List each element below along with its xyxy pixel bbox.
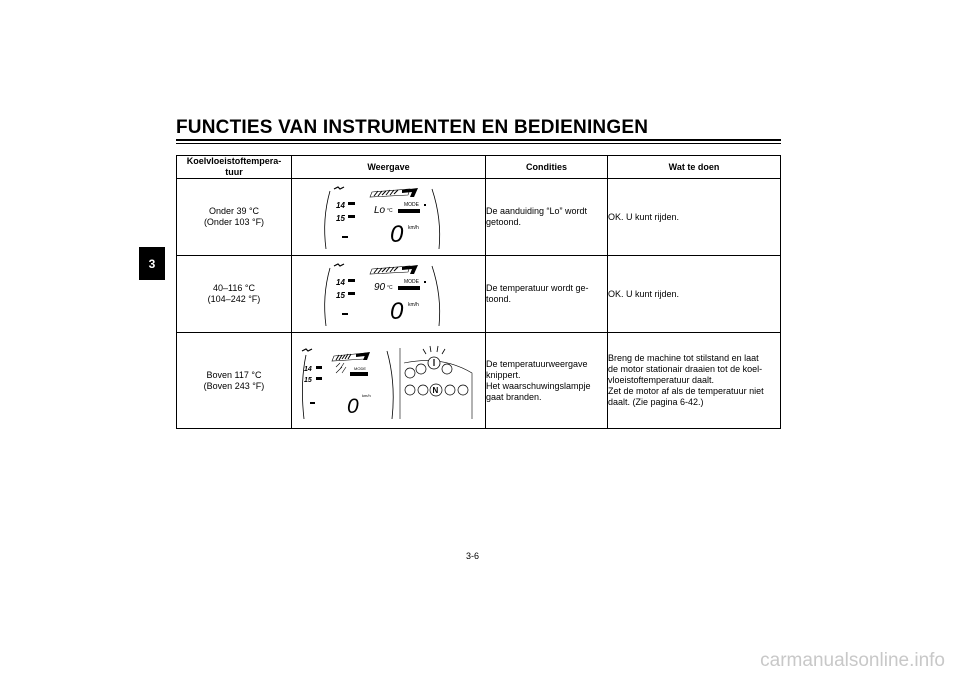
tick-14: 14 bbox=[336, 201, 345, 210]
action-line: vloeistoftemperatuur daalt. bbox=[608, 375, 715, 385]
temp-celsius: Boven 117 °C bbox=[206, 369, 262, 380]
mode-label: MODE bbox=[404, 279, 419, 285]
temp-celsius: Onder 39 °C bbox=[208, 206, 260, 216]
speed-readout: 0 bbox=[347, 395, 359, 418]
coolant-temperature-table bbox=[176, 155, 781, 429]
speed-readout: 0 bbox=[390, 298, 404, 325]
indicator-icon bbox=[405, 385, 415, 395]
condition-line: toond. bbox=[486, 294, 512, 304]
display-cell bbox=[292, 256, 486, 333]
action-line: daalt. (Zie pagina 6-42.) bbox=[608, 397, 704, 407]
meter-display-lo bbox=[292, 179, 485, 252]
condition-line: De aanduiding “Lo” wordt bbox=[486, 206, 588, 216]
action-cell bbox=[608, 333, 781, 429]
tick-14: 14 bbox=[304, 366, 312, 373]
page-title: FUNCTIES VAN INSTRUMENTEN EN BEDIENINGEN bbox=[176, 117, 649, 138]
title-rule-thin bbox=[176, 143, 781, 144]
action-line: Breng de machine tot stilstand en laat bbox=[608, 353, 759, 363]
display-cell bbox=[292, 333, 486, 429]
condition-line: De temperatuurweergave bbox=[486, 358, 588, 369]
table-row bbox=[177, 256, 781, 333]
action-cell bbox=[608, 256, 781, 333]
action-cell bbox=[608, 179, 781, 256]
meter-display-temp bbox=[292, 256, 485, 329]
action-line: OK. U kunt rijden. bbox=[608, 211, 680, 222]
rpm-bar-graph-icon bbox=[370, 188, 418, 197]
indicator-icon bbox=[445, 385, 455, 395]
tick-15: 15 bbox=[304, 377, 312, 384]
tick-15: 15 bbox=[336, 214, 345, 223]
condition-line: De temperatuur wordt ge- bbox=[486, 283, 589, 293]
temp-cell bbox=[177, 256, 292, 333]
blinking-temp-icon bbox=[336, 363, 346, 373]
temp-cell bbox=[177, 179, 292, 256]
title-rule bbox=[176, 139, 781, 141]
temp-unit: °C bbox=[387, 285, 393, 291]
temp-celsius: 40–116 °C bbox=[213, 283, 255, 293]
table-row bbox=[177, 333, 781, 429]
temp-fahrenheit: (Onder 103 °F) bbox=[203, 217, 265, 227]
temp-cell bbox=[177, 333, 292, 429]
speed-readout: 0 bbox=[390, 221, 404, 248]
indicator-icon bbox=[405, 368, 415, 378]
col-header-display: Weergave bbox=[292, 156, 486, 179]
neutral-label: N bbox=[432, 386, 439, 395]
mode-label: MODE bbox=[404, 202, 419, 208]
watermark: carmanualsonline.info bbox=[760, 650, 945, 671]
col-header-temperature-line1: Koelvloeistoftempera- tuur bbox=[186, 156, 282, 177]
col-header-temperature bbox=[177, 156, 292, 179]
chapter-tab: 3 bbox=[139, 247, 165, 280]
condition-line: getoond. bbox=[486, 217, 522, 227]
temp-readout: Lo bbox=[374, 205, 386, 216]
indicator-icon bbox=[416, 364, 426, 374]
speed-unit: km/h bbox=[408, 225, 419, 231]
action-line: Zet de motor af als de temperatuur niet bbox=[608, 386, 764, 396]
rpm-bar-graph-icon bbox=[370, 265, 418, 274]
indicator-icon bbox=[442, 364, 452, 374]
rpm-bar-graph-icon bbox=[332, 352, 370, 361]
action-line: de motor stationair draaien tot de koel- bbox=[608, 364, 763, 374]
coolant-warning-light-icon bbox=[423, 346, 445, 369]
indicator-icon bbox=[458, 385, 468, 395]
condition-line: gaat branden. bbox=[486, 391, 542, 402]
condition-cell bbox=[486, 256, 608, 333]
condition-cell bbox=[486, 333, 608, 429]
temp-unit: °C bbox=[387, 208, 393, 214]
table-row bbox=[177, 179, 781, 256]
tick-15: 15 bbox=[336, 291, 345, 300]
speed-unit: km/h bbox=[362, 393, 371, 398]
condition-cell bbox=[486, 179, 608, 256]
col-header-action: Wat te doen bbox=[608, 156, 781, 179]
meter-display-warning bbox=[292, 333, 485, 425]
mode-label: MODE bbox=[354, 366, 366, 371]
col-header-conditions: Condities bbox=[486, 156, 608, 179]
temp-fahrenheit: (Boven 243 °F) bbox=[203, 380, 265, 391]
page-number: 3-6 bbox=[466, 551, 480, 561]
display-cell bbox=[292, 179, 486, 256]
action-line: OK. U kunt rijden. bbox=[608, 288, 680, 299]
condition-line: Het waarschuwingslampje bbox=[486, 380, 591, 391]
temp-fahrenheit: (104–242 °F) bbox=[207, 294, 261, 304]
temp-readout: 90 bbox=[374, 282, 386, 293]
condition-line: knippert. bbox=[486, 369, 521, 380]
speed-unit: km/h bbox=[408, 302, 419, 308]
fuel-indicator-icon bbox=[418, 385, 428, 395]
tick-14: 14 bbox=[336, 278, 345, 287]
